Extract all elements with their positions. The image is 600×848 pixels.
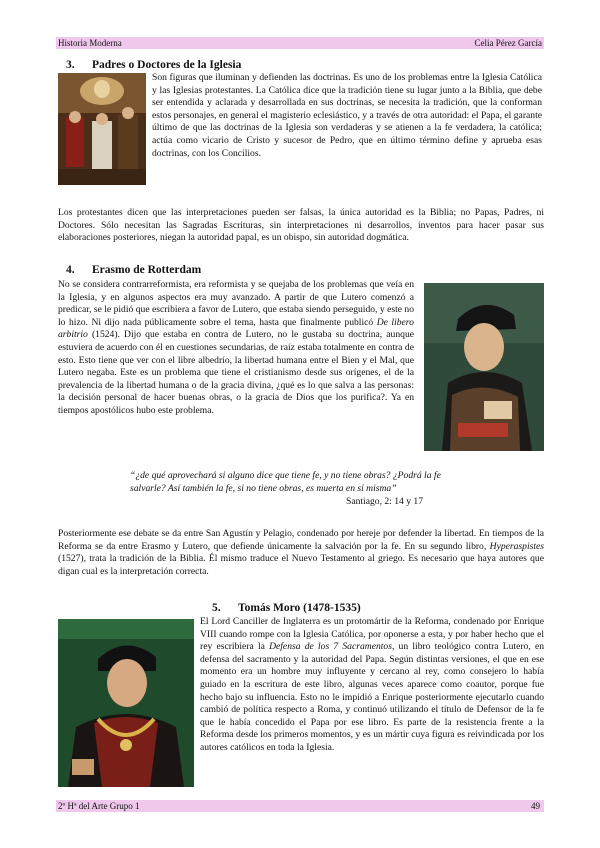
footer-group: 2º Hª del Arte Grupo 1: [58, 801, 140, 811]
section-3-number: 3.: [66, 59, 75, 71]
page-number: 49: [531, 801, 540, 811]
section-5-title: Tomás Moro (1478-1535): [238, 602, 361, 614]
book-title-de-libero-arbitrio: De libero arbitrio: [58, 316, 414, 341]
doctors-painting-image: [58, 73, 146, 185]
section-4-title: Erasmo de Rotterdam: [92, 264, 202, 276]
section-5-para1-end: , un libro teológico contra Lutero, en defensa del sacramento y la autoridad del Papa. Según distintas versiones, el que en ese momento era un hombre muy influyente y cercano al rey, como consejero lo había guiado en la escritura de este libro, algunas veces aparece como coautor, porque fue hecho bajo su influencia. Esto no le impidió a Enrique posteriormente ejecutarlo cuando cambió de política respecto a Roma, y continuó utilizando el título de Defensor de la fe que le había concedido el Papa por ese libro. Es parte de la resistencia frente a la Reforma desde los primeros momentos, y es un mártir cuya figura es reivindicada por los autores católicos en toda la Iglesia.: [200, 641, 544, 753]
section-4-para1-end: (1524). Dijo que estaba en contra de Lutero, no le gustaba su doctrina, aunque estuviera de acuerdo con él en cuestiones secundarias, de raíz estaba totalmente en contra de esto. Esto tiene que ver con el libre albedrío, la libertad humana entre el Bien y el Mal, que Lutero negaba. Este es un problema que tiene el cristianismo desde sus orígenes, el de la prevalencia de la libertad humana o de la gracia divina, ¿qué es lo que salva a las personas: la decisión personal de hacer buenas obras, o la gracia de Dios que los purifica?. Ya en tiempos apostólicos hubo este problema.: [58, 329, 414, 416]
quote-source: Santiago, 2: 14 y 17: [346, 496, 424, 507]
section-3-paragraph-1: Son figuras que iluminan y defienden las doctrinas. Es uno de los problemas entre la Iglesia Católica y las Iglesias protestantes. La Católica dice que la tradición tiene su lugar junto a la Biblia, que debe ser entendida y aclarada y desarrollada en sus doctrinas, se necesita la tradición, que la conforman estos personajes, en general el magisterio eclesiástico, y a través de otra autoridad: el Papa, el garante último de que las doctrinas de la Iglesia son verdaderas y se atienen a la fe verdadera, la católica; actúa como vicario de Cristo y sucesor de Pedro, que en último término define y aprueba esas doctrinas, con los Concilios.: [152, 72, 542, 159]
section-4-heading: [66, 263, 201, 277]
header-author: Celia Pérez García: [474, 38, 542, 48]
santiago-quote: “¿de qué aprovechará si alguno dice que tiene fe, y no tiene obras? ¿Podrá la fe salvarle? Así también la fe, si no tiene obras, es muerta en sí misma”: [130, 470, 441, 494]
book-title-defensa-sacramentos: Defensa de los 7 Sacramentos: [269, 641, 392, 653]
section-5-heading: [212, 601, 361, 615]
section-4-number: 4.: [66, 264, 75, 276]
page-footer: [56, 800, 544, 812]
section-5-para1-start: El Lord Canciller de Inglaterra es un protomártir de la Reforma, condenado por Enrique VIII cuando rompe con la Iglesia Católica, por oponerse a esta, y por haber hecho que el rey escribiera la: [200, 616, 544, 653]
section-3-paragraph-2: Los protestantes dicen que las interpretaciones pueden ser falsas, la única autoridad es la Biblia; no Papas, Padres, ni Doctores. Sólo necesitan las Sagradas Escrituras, sin interpretaciones ni desarrollos, inventos para hacer pasar sus elaboraciones posteriores, niegan la autoridad papal, es un obispo, sin autoridad dogmática.: [58, 207, 544, 244]
section-4-para2-end: (1527), trata la tradición de la Biblia. Él mismo traduce el Nuevo Testamento al griego. Es necesario que haya autores que digan cual es la interpretación correcta.: [58, 553, 544, 577]
erasmus-portrait-image: [424, 283, 544, 451]
section-4-para2-start: Posteriormente ese debate se da entre San Agustín y Pelagio, condenado por hereje por defender la libertad. En tiempos de la Reforma se da entre Erasmo y Lutero, que defiende únicamente la salvación por la fe. En su segundo libro,: [58, 528, 544, 552]
section-5-number: 5.: [212, 602, 221, 614]
header-course: Historia Moderna: [58, 38, 122, 48]
book-title-hyperaspistes: Hyperaspistes: [489, 540, 544, 552]
section-3-title: Padres o Doctores de la Iglesia: [92, 59, 242, 71]
section-4-paragraph-2: [58, 528, 544, 578]
page-header: [56, 37, 544, 49]
thomas-more-portrait-image: [58, 619, 194, 787]
section-5-paragraph-1: [200, 616, 544, 755]
section-4-paragraph-1: [58, 279, 414, 418]
section-4-para1-start: No se considera contrarreformista, era reformista y se quejaba de los problemas que veía en la Iglesia, y en algunos aspectos era muy avanzado. A partir de que Lutero comenzó a predicar, se le pidió que escribiera a favor de Lutero, que estaba siendo perseguido, y este no lo hizo. Ni dijo nada públicamente sobre el tema, hasta que finalmente publicó: [58, 279, 414, 328]
section-3-heading: [66, 58, 241, 72]
